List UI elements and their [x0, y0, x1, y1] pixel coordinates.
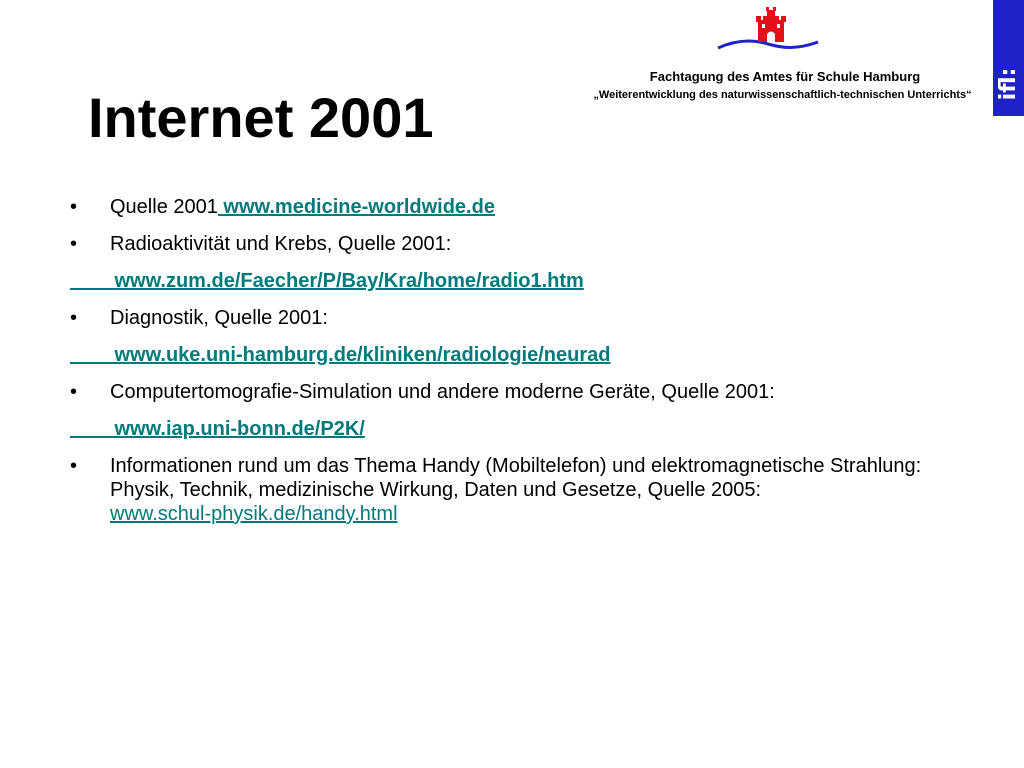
bullet-marker: • — [70, 196, 78, 218]
bullet-marker: • — [70, 381, 78, 403]
list-item — [70, 195, 990, 219]
conference-title: Fachtagung des Amtes für Schule Hamburg — [649, 69, 921, 84]
item-text: Diagnostik, Quelle 2001: — [110, 307, 328, 329]
hamburg-castle-icon — [716, 6, 820, 56]
bullet-marker: • — [70, 233, 78, 255]
list-item — [70, 232, 990, 256]
link-iap-p2k[interactable] — [70, 418, 365, 440]
url-line — [70, 343, 990, 367]
item-text: Quelle 2001 — [110, 196, 218, 218]
link-iap-p2k-text: www.iap.uni-bonn.de/P2K/ — [114, 418, 365, 440]
link-medicine-worldwide[interactable]: www.medicine-worldwide.de — [217, 196, 495, 218]
bullet-marker: • — [70, 307, 78, 329]
list-item — [70, 454, 990, 526]
conference-subtitle: „Weiterentwicklung des naturwissenschaftlich-technischen Unterrichts“ — [593, 89, 972, 101]
item-text: Radioaktivität und Krebs, Quelle 2001: — [110, 233, 452, 255]
url-line — [70, 269, 990, 293]
item-text: Computertomografie-Simulation und andere moderne Geräte, Quelle 2001: — [110, 381, 775, 403]
slide-title: Internet 2001 — [88, 86, 434, 149]
item-text: Informationen rund um das Thema Handy (Mobiltelefon) und elektromagnetische Strahlung: Physik, Technik, medizinische Wirkung, Daten und Gesetze, Quelle 2005: — [110, 455, 922, 501]
bullet-list — [70, 195, 990, 539]
ifl-badge — [993, 0, 1024, 116]
link-uke-neurad[interactable] — [70, 344, 610, 366]
list-item — [70, 306, 990, 330]
bullet-marker: • — [70, 455, 78, 477]
ifl-badge-label: ifl: — [995, 67, 1021, 101]
link-schul-physik-handy[interactable]: www.schul-physik.de/handy.html — [110, 503, 398, 525]
list-item — [70, 380, 990, 404]
link-zum-radio[interactable] — [70, 270, 584, 292]
link-uke-neurad-text: www.uke.uni-hamburg.de/kliniken/radiologie/neurad — [114, 344, 611, 366]
link-zum-radio-text: www.zum.de/Faecher/P/Bay/Kra/home/radio1.htm — [114, 270, 584, 292]
url-line — [70, 417, 990, 441]
